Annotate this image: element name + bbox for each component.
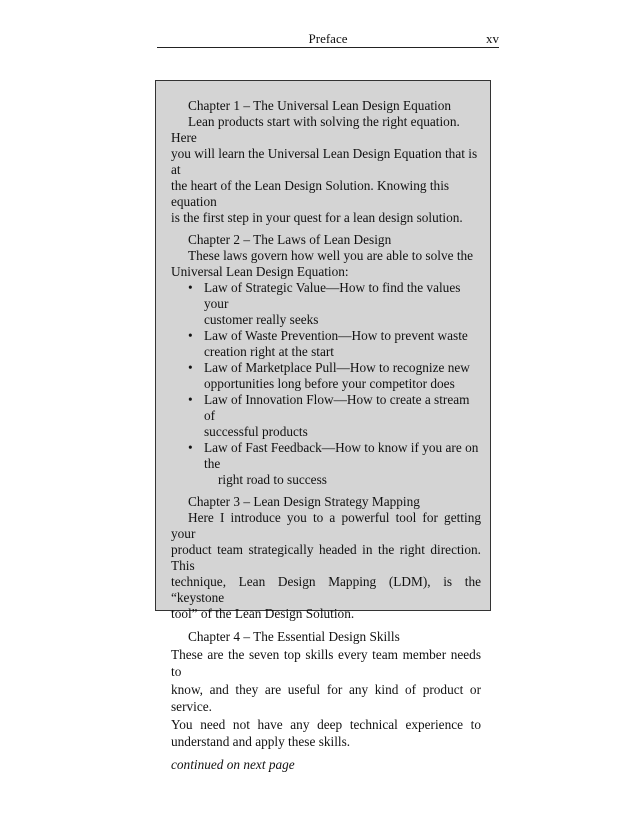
- list-item-line: successful products: [204, 424, 308, 439]
- list-item-line: Law of Marketplace Pull—How to recognize new: [204, 360, 470, 375]
- chapter-4-line: understand and apply these skills.: [171, 734, 351, 749]
- chapter-3-line: product team strategically headed in the right direction. This: [171, 542, 481, 573]
- bullet-icon: •: [188, 328, 193, 343]
- list-item-line: Law of Innovation Flow—How to create a stream of: [204, 392, 470, 423]
- chapter-2-heading: Chapter 2 – The Laws of Lean Design: [188, 232, 392, 247]
- chapter-2-line: Universal Lean Design Equation:: [171, 264, 349, 279]
- list-item-line: Law of Waste Prevention—How to prevent waste: [204, 328, 468, 343]
- list-item-line: Law of Strategic Value—How to find the values your: [204, 280, 461, 311]
- chapter-4-description: [171, 646, 481, 751]
- chapter-3-line: Here I introduce you to a powerful tool for getting your: [171, 510, 481, 541]
- chapter-3-heading: Chapter 3 – Lean Design Strategy Mapping: [188, 494, 420, 509]
- bullet-icon: •: [188, 392, 193, 407]
- chapter-summary-box: [155, 80, 491, 772]
- list-item-line: right road to success: [218, 472, 327, 487]
- chapter-1-heading: Chapter 1 – The Universal Lean Design Equation: [188, 98, 452, 113]
- list-item: [188, 360, 481, 392]
- bullet-icon: •: [188, 280, 193, 295]
- box-content: [171, 98, 481, 773]
- chapter-4-section: [171, 628, 481, 751]
- list-item-line: creation right at the start: [204, 344, 334, 359]
- laws-list: [171, 280, 481, 488]
- list-item: [188, 328, 481, 360]
- chapter-4-line: You need not have any deep technical experience to: [171, 716, 481, 732]
- chapter-2-line: These laws govern how well you are able to solve the: [188, 248, 474, 263]
- chapter-1-line: you will learn the Universal Lean Design Equation that is at: [171, 146, 478, 177]
- running-header: [157, 31, 499, 48]
- chapter-1-description: [171, 114, 481, 226]
- list-item: [188, 392, 481, 440]
- page-number: xv: [486, 31, 499, 46]
- chapter-1-line: Lean products start with solving the right equation. Here: [171, 114, 460, 145]
- chapter-4-heading: Chapter 4 – The Essential Design Skills: [188, 629, 400, 644]
- chapter-2-section: [171, 232, 481, 488]
- chapter-4-line: These are the seven top skills every team member needs to: [171, 646, 481, 679]
- chapter-4-line: know, and they are useful for any kind of product or service.: [171, 681, 481, 714]
- chapter-1-section: [171, 98, 481, 226]
- chapter-1-line: is the first step in your quest for a lean design solution.: [171, 210, 463, 225]
- chapter-2-description: [171, 248, 481, 280]
- list-item-line: customer really seeks: [204, 312, 319, 327]
- list-item: [188, 440, 481, 488]
- chapter-3-section: [171, 494, 481, 622]
- bullet-icon: •: [188, 440, 193, 455]
- header-title: Preface: [308, 31, 348, 46]
- list-item-line: Law of Fast Feedback—How to know if you are on the: [204, 440, 479, 471]
- chapter-3-line: tool” of the Lean Design Solution.: [171, 606, 355, 621]
- chapter-3-description: [171, 510, 481, 622]
- list-item-line: opportunities long before your competitor does: [204, 376, 455, 391]
- continued-note: continued on next page: [171, 756, 295, 772]
- chapter-3-line: technique, Lean Design Mapping (LDM), is the “keystone: [171, 574, 481, 605]
- chapter-1-line: the heart of the Lean Design Solution. Knowing this equation: [171, 178, 450, 209]
- list-item: [188, 280, 481, 328]
- bullet-icon: •: [188, 360, 193, 375]
